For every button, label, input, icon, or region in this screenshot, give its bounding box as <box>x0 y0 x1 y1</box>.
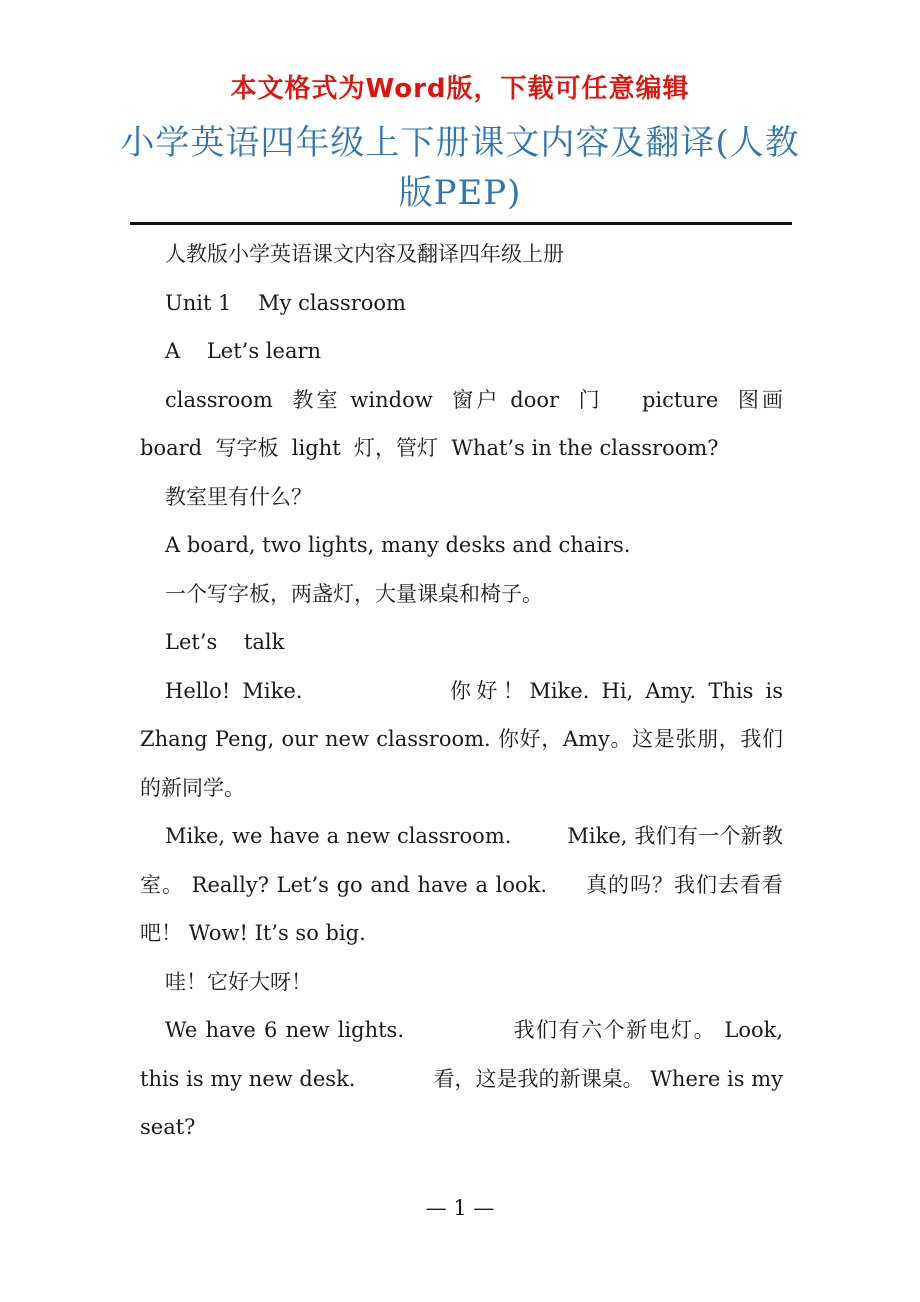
title-divider <box>130 222 792 225</box>
document-body <box>140 230 804 1152</box>
page-number: — 1 — <box>425 1196 495 1220</box>
dialogue-line: 真的吗？我们去看看吧！ Wow! It’s so big. <box>140 872 784 945</box>
paragraph-dialogue <box>140 1006 783 1152</box>
dialogue-line: Hello! Mike. <box>165 678 303 703</box>
paragraph-translation: 哇！它好大呀！ <box>165 969 312 994</box>
paragraph-section-heading: A Let’s learn <box>165 339 322 363</box>
dialogue-line: 看，这是我的新课桌。 Where is my seat? <box>140 1066 783 1139</box>
paragraph-intro: 人教版小学英语课文内容及翻译四年级上册 <box>165 242 564 266</box>
paragraph-dialogue <box>140 667 783 813</box>
dialogue-line: 你好！Mike. Hi, Amy. This is Zhang Peng, our new classroom. 你好，Amy。这是张朋，我们的新同学。 <box>140 678 783 800</box>
paragraph-translation: 教室里有什么？ <box>165 484 312 509</box>
dialogue-line: Mike, we have a new classroom. <box>165 824 512 848</box>
dialogue-line: 我们有六个新电灯。 Look, this is my new desk. <box>140 1018 784 1091</box>
paragraph-dialogue <box>140 812 783 958</box>
paragraph-translation: 一个写字板，两盏灯，大量课桌和椅子。 <box>165 581 543 606</box>
paragraph-unit-heading: Unit 1 My classroom <box>165 290 406 315</box>
paragraph-section-heading: Let’s talk <box>165 630 285 654</box>
document-title: 小学英语四年级上下册课文内容及翻译(人教版PEP) <box>120 123 800 213</box>
paragraph-sentence: A board, two lights, many desks and chairs. <box>165 533 631 557</box>
dialogue-line: We have 6 new lights. <box>165 1018 404 1042</box>
paragraph-vocabulary: classroom 教室 window 窗户 door 门 picture 图画 board 写字板 light 灯，管灯 What’s in the classroom? <box>140 387 804 460</box>
dialogue-line: Mike, 我们有一个新教室。 Really? Let’s go and have a look. <box>140 824 783 897</box>
format-notice: 本文格式为Word版，下载可任意编辑 <box>230 74 690 104</box>
